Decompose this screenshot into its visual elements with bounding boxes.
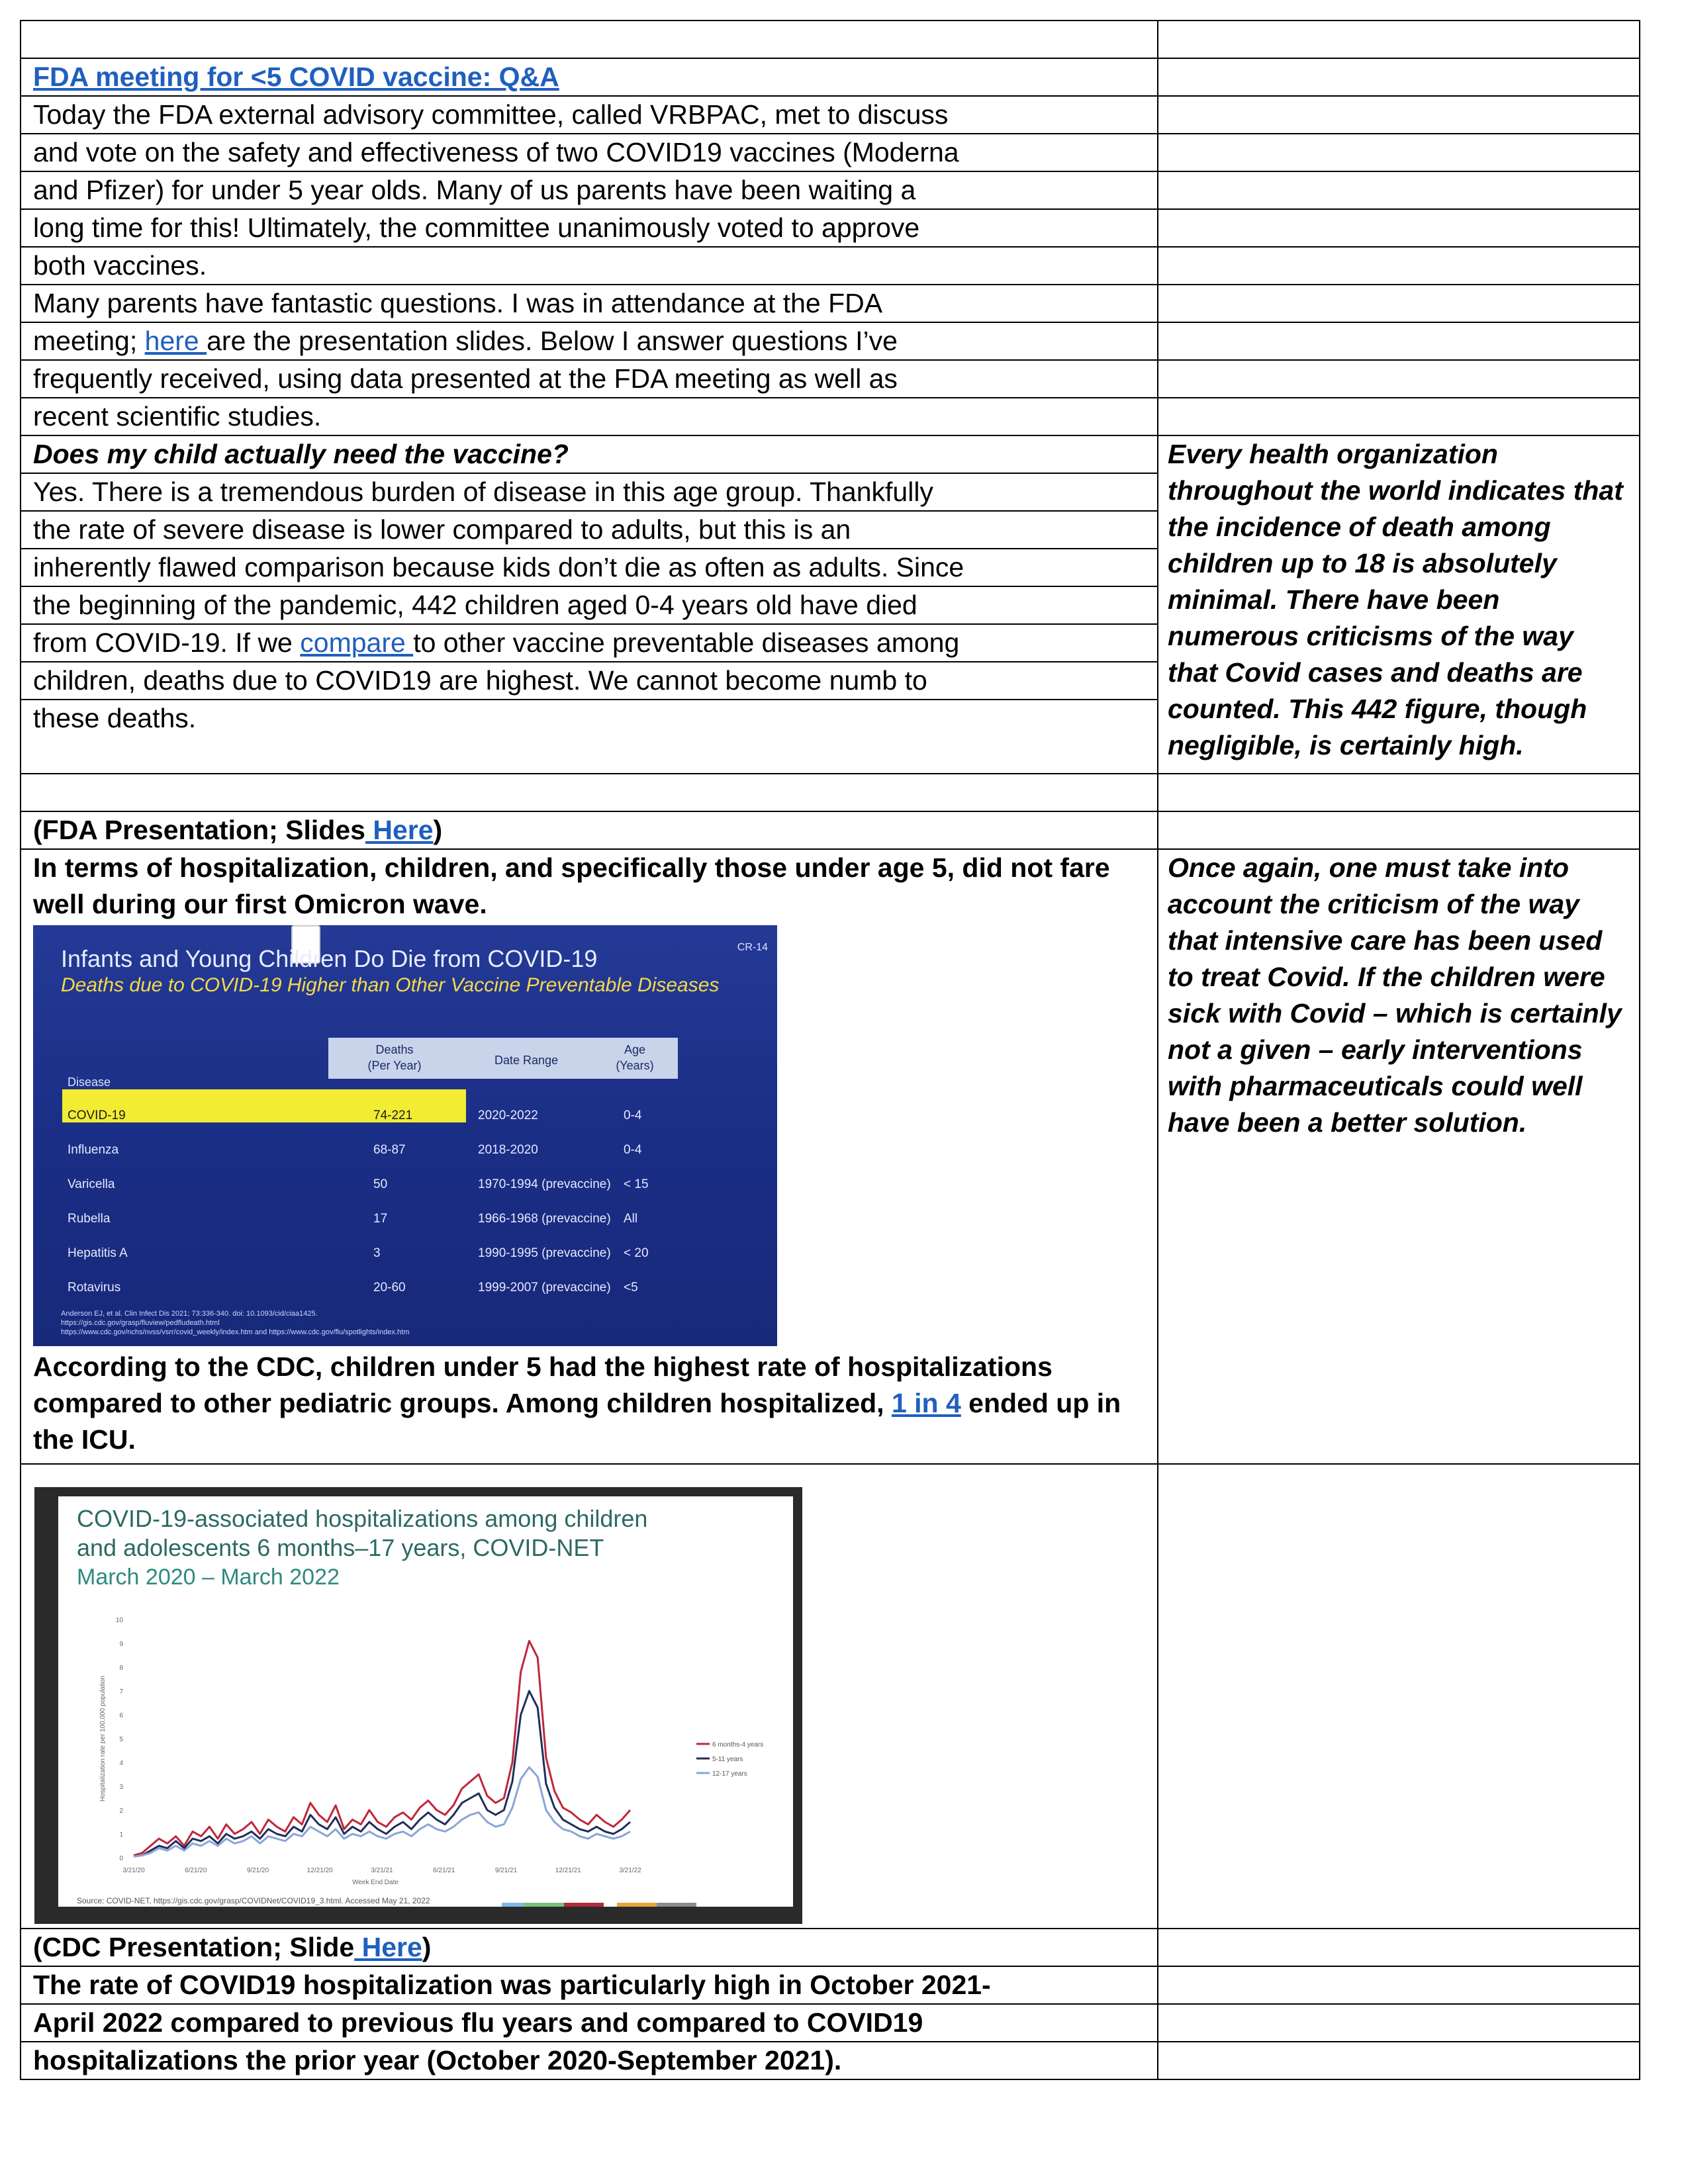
answer-line-5: from COVID-19. If we compare to other vaccine preventable diseases among (21, 624, 1158, 662)
slide-cell-disease: Rubella (68, 1212, 111, 1226)
legend-label: 12-17 years (712, 1770, 747, 1778)
chart-source: Source: COVID-NET, https://gis.cdc.gov/grasp/COVIDNet/COVID19_3.html. Accessed May 21, 2022 (77, 1896, 430, 1905)
slide-references: Anderson EJ, et al. Clin Infect Dis 2021; 73:336-340. doi: 10.1093/cid/ciaa1425. https://gis.cdc.gov/grasp/fluview/pedfludeath.html https://www.cdc.gov/nchs/nvss/vsrr/covid_weekly/index.htm and https://www.cdc.gov/flu/spotlights/index.htm (61, 1310, 410, 1336)
para2-line-2: meeting; here are the presentation slides. Below I answer questions I’ve (21, 322, 1158, 360)
slide-cell-age: All (624, 1212, 638, 1226)
series-line-3 (134, 1767, 630, 1856)
slide-table-row (62, 1124, 764, 1157)
chart-subtitle: March 2020 – March 2022 (77, 1565, 340, 1590)
slide-cell-deaths: 68-87 (373, 1143, 406, 1157)
slide-table-row (62, 1261, 764, 1295)
footer-color-strip (617, 1903, 657, 1907)
slide-cell-disease: Hepatitis A (68, 1246, 128, 1260)
para2-line-4: recent scientific studies. (21, 398, 1158, 435)
x-tick-label: 12/21/20 (306, 1867, 333, 1874)
y-tick-label: 4 (119, 1760, 123, 1767)
slide-cell-disease: Rotavirus (68, 1281, 121, 1295)
answer-line-7: these deaths. (21, 700, 1158, 737)
slide-table-row (62, 1089, 764, 1122)
x-tick-label: 6/21/21 (433, 1867, 455, 1874)
intro-line-5: both vaccines. (21, 247, 1158, 285)
slide-header-disease: Disease (68, 1075, 111, 1089)
para2-line-1: Many parents have fantastic questions. I was in attendance at the FDA (21, 285, 1158, 322)
legend-label: 6 months-4 years (712, 1741, 764, 1749)
chart-title-line-2: and adolescents 6 months–17 years, COVID-NET (77, 1534, 604, 1561)
para2-line-3: frequently received, using data presented at the FDA meeting as well as (21, 360, 1158, 398)
y-tick-label: 2 (119, 1807, 123, 1815)
footer-color-strip (564, 1903, 604, 1907)
legend-label: 5-11 years (712, 1756, 743, 1763)
answer-line-2: the rate of severe disease is lower compared to adults, but this is an (21, 511, 1158, 549)
y-tick-label: 9 (119, 1641, 123, 1648)
slide-cell-disease: Varicella (68, 1177, 115, 1191)
y-tick-label: 6 (119, 1712, 123, 1719)
x-tick-label: 12/21/21 (555, 1867, 581, 1874)
slide-cell-deaths: 20-60 (373, 1281, 406, 1295)
y-tick-label: 7 (119, 1688, 123, 1696)
answer-line-3: inherently flawed comparison because kids don’t die as often as adults. Since (21, 549, 1158, 586)
slide-cell-age: < 20 (624, 1246, 649, 1260)
slide-table-row (62, 1193, 764, 1226)
slide-cell-deaths: 17 (373, 1212, 388, 1226)
chart-title-line-1: COVID-19-associated hospitalizations among children (77, 1505, 648, 1532)
cdc-presentation-line: (CDC Presentation; Slide Here) (21, 1929, 1158, 1966)
footer-color-strip (524, 1903, 564, 1907)
slide-header-range: Date Range (461, 1038, 592, 1079)
slide-cell-range: 1999-2007 (prevaccine) (478, 1281, 611, 1295)
rate-line-3: hospitalizations the prior year (October 2020-September 2021). (21, 2042, 1158, 2079)
slide-here-link[interactable]: Here (354, 1932, 422, 1962)
rate-line-2: April 2022 compared to previous flu years and compared to COVID19 (21, 2004, 1158, 2042)
annotation-note-2: Once again, one must take into account the criticism of the way that intensive care has been used to treat Covid. If the children were sick with Covid – which is certainly not a given – early interventions with pharmaceuticals could well have been a better solution. (1158, 849, 1640, 1464)
slide-cell-range: 1970-1994 (prevaccine) (478, 1177, 611, 1191)
cdc-paragraph: According to the CDC, children under 5 had the highest rate of hospitalizations compared to other pediatric groups. Among children hospitalized, 1 in 4 ended up in the ICU. (33, 1351, 1121, 1455)
x-tick-label: 3/21/22 (619, 1867, 641, 1874)
intro-line-4: long time for this! Ultimately, the committee unanimously voted to approve (21, 209, 1158, 247)
answer-line-1: Yes. There is a tremendous burden of disease in this age group. Thankfully (21, 473, 1158, 511)
slide-table-row (62, 1158, 764, 1191)
fda-presentation-line: (FDA Presentation; Slides Here) (21, 811, 1158, 849)
x-tick-label: 3/21/21 (371, 1867, 393, 1874)
intro-line-3: and Pfizer) for under 5 year olds. Many of us parents have been waiting a (21, 171, 1158, 209)
slide-cell-disease: Influenza (68, 1143, 119, 1157)
slide-cell-range: 1990-1995 (prevaccine) (478, 1246, 611, 1260)
x-tick-label: 6/21/20 (185, 1867, 207, 1874)
rate-line-1: The rate of COVID19 hospitalization was particularly high in October 2021- (21, 1966, 1158, 2004)
slide-title: Infants and Young Children Do Die from COVID-19 (61, 945, 598, 972)
compare-link[interactable]: compare (300, 627, 414, 658)
slide-header-age: Age (Years) (592, 1038, 678, 1079)
x-axis-label: Week End Date (352, 1879, 399, 1886)
answer-line-4: the beginning of the pandemic, 442 children aged 0-4 years old have died (21, 586, 1158, 624)
slide-code: CR-14 (737, 942, 768, 953)
y-tick-label: 8 (119, 1664, 123, 1672)
empty-row (21, 21, 1640, 58)
here-link[interactable]: here (144, 326, 207, 356)
intro-line-1: Today the FDA external advisory committee, called VRBPAC, met to discuss (21, 96, 1158, 134)
chart-plot (34, 1487, 802, 1924)
y-axis-label: Hospitalization rate per 100,000 population (99, 1675, 107, 1802)
cdc-chart-image (34, 1487, 802, 1924)
slide-cell-age: 0-4 (624, 1109, 642, 1122)
slide-cell-range: 2020-2022 (478, 1109, 538, 1122)
slide-cell-range: 1966-1968 (prevaccine) (478, 1212, 611, 1226)
y-tick-label: 0 (119, 1855, 123, 1862)
fda-slide-image (33, 925, 777, 1346)
slide-cell-deaths: 74-221 (373, 1109, 413, 1122)
answer-line-6: children, deaths due to COVID19 are highest. We cannot become numb to (21, 662, 1158, 700)
document-table (20, 20, 1640, 2080)
series-line-2 (134, 1691, 630, 1856)
title-row (21, 58, 1640, 96)
annotation-note-1: Every health organization throughout the world indicates that the incidence of death among children up to 18 is absolutely minimal. There have been numerous criticisms of the way that Covid cases and deaths are counted. This 442 figure, though negligible, is certainly high. (1158, 435, 1640, 774)
slide-subtitle: Deaths due to COVID-19 Higher than Other Vaccine Preventable Diseases (61, 974, 720, 996)
y-tick-label: 1 (119, 1831, 123, 1839)
question-heading: Does my child actually need the vaccine? (21, 435, 1158, 473)
x-tick-label: 9/21/20 (246, 1867, 269, 1874)
slide-header-deaths: Deaths (Per Year) (328, 1038, 461, 1079)
intro-line-2: and vote on the safety and effectiveness of two COVID19 vaccines (Moderna (21, 134, 1158, 171)
slide-table-row (62, 1227, 764, 1260)
y-tick-label: 5 (119, 1736, 123, 1743)
slide-cell-age: < 15 (624, 1177, 649, 1191)
slide-cell-age: 0-4 (624, 1143, 642, 1157)
slides-here-link[interactable]: Here (365, 815, 434, 845)
x-tick-label: 3/21/20 (122, 1867, 145, 1874)
hospitalization-paragraph: In terms of hospitalization, children, and specifically those under age 5, did not fare well during our first Omicron wave. (33, 852, 1110, 919)
y-tick-label: 10 (115, 1617, 123, 1624)
footer-color-strip (657, 1903, 696, 1907)
title-link[interactable]: FDA meeting for <5 COVID vaccine: Q&A (33, 62, 559, 92)
slide-cell-age: <5 (624, 1281, 638, 1295)
slide-cell-range: 2018-2020 (478, 1143, 538, 1157)
slide-cell-deaths: 3 (373, 1246, 381, 1260)
y-tick-label: 3 (119, 1784, 123, 1791)
one-in-four-link[interactable]: 1 in 4 (891, 1388, 961, 1418)
slide-cell-deaths: 50 (373, 1177, 388, 1191)
x-tick-label: 9/21/21 (494, 1867, 518, 1874)
slide-cell-disease: COVID-19 (68, 1109, 126, 1122)
